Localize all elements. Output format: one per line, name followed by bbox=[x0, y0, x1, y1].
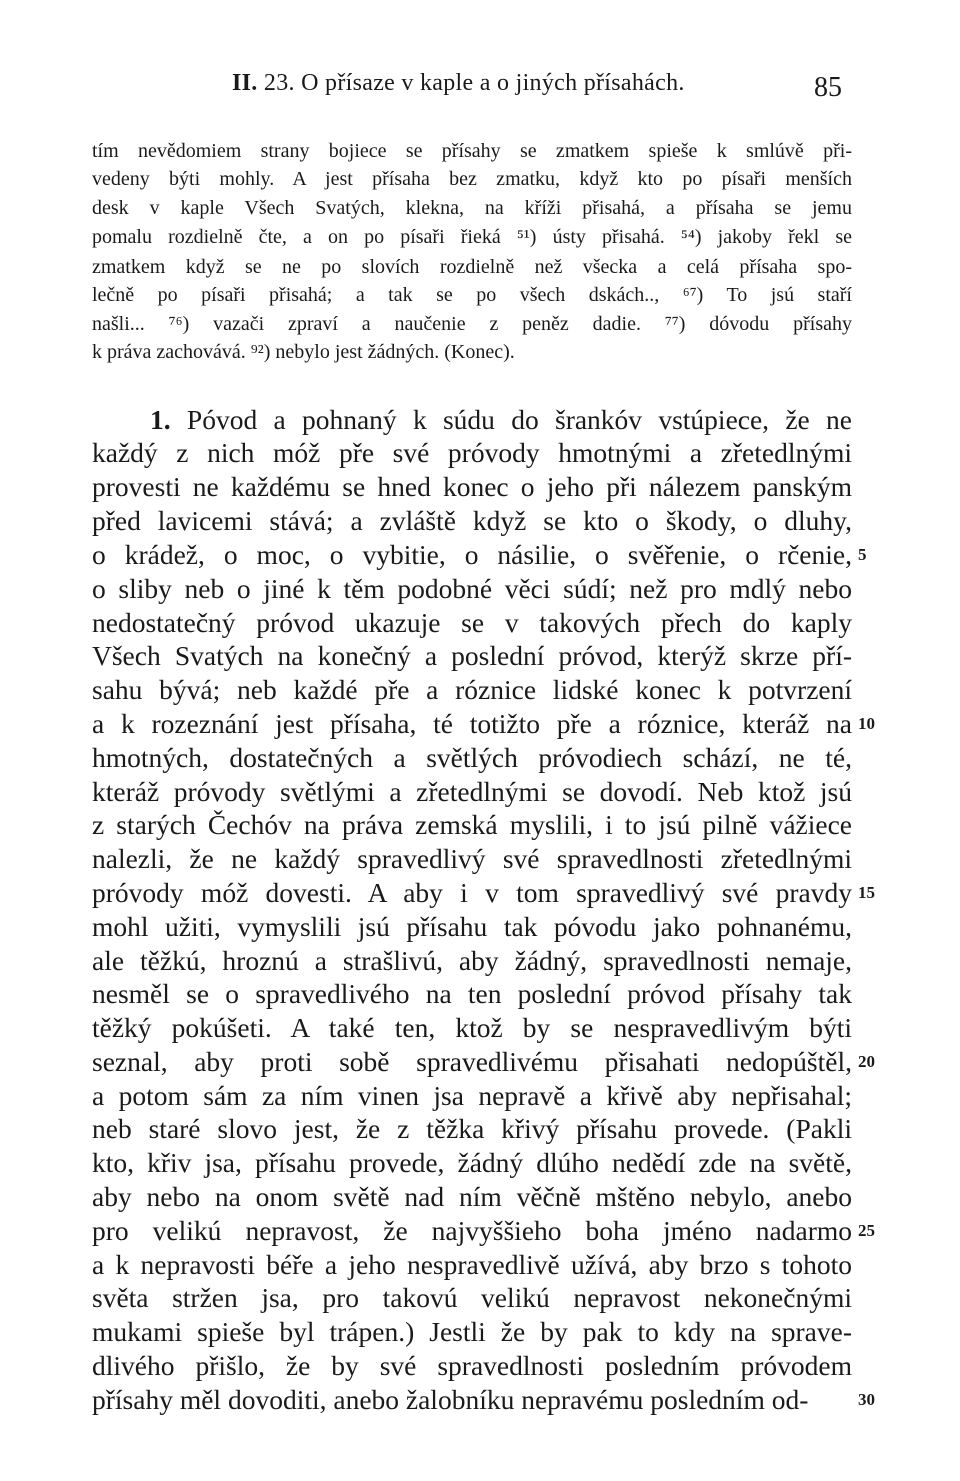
line-number: 15 bbox=[858, 883, 875, 902]
footnote-line: lečně po písaři přisahá; a tak se po všech dskách.., ⁶⁷) To jsú staří bbox=[92, 284, 852, 306]
footnote-line: vedeny býti mohly. A jest přísaha bez zmatku, když kto po písaři menších bbox=[92, 168, 852, 190]
paragraph-line: o sliby neb o jiné k těm podobné věci súdí; než pro mdlý nebo bbox=[92, 573, 852, 604]
paragraph-line: hmotných, dostatečných a světlých próvodiech schází, ne té, bbox=[92, 742, 852, 773]
footnote-line: zmatkem když se ne po slovích rozdielně než všecka a celá přísaha spo- bbox=[92, 256, 852, 278]
paragraph-line: před lavicemi stává; a zvláště když se kto o škody, o dluhy, bbox=[92, 505, 852, 536]
line-number: 25 bbox=[858, 1221, 875, 1240]
paragraph-line: 1. Póvod a pohnaný k súdu do šrankóv vstúpiece, že ne bbox=[150, 404, 852, 435]
paragraph-line: kteráž próvody světlými a zřetedlnými se dovodí. Neb ktož jsú bbox=[92, 776, 852, 807]
paragraph-line: aby nebo na onom světě nad ním věčně mštěno nebylo, anebo bbox=[92, 1181, 852, 1212]
paragraph-line: a k nepravosti béře a jeho nespravedlivě užívá, aby brzo s tohoto bbox=[92, 1249, 852, 1280]
paragraph-line: dlivého přišlo, že by své spravedlnosti posledním próvodem bbox=[92, 1350, 852, 1381]
paragraph-line: mukami spieše byl trápen.) Jestli že by pak to kdy na sprave- bbox=[92, 1316, 852, 1347]
line-number: 20 bbox=[858, 1052, 875, 1071]
paragraph-line: těžký pokúšeti. A také ten, ktož by se nespravedlivým býti bbox=[92, 1012, 852, 1043]
paragraph-line: ale těžkú, hroznú a strašlivú, aby žádný, spravedlnosti nemaje, bbox=[92, 945, 852, 976]
paragraph-line: mohl užiti, vymyslili jsú přísahu tak póvodu jako pohnanému, bbox=[92, 911, 852, 942]
paragraph-line: nedostatečný próvod ukazuje se v takových přech do kaply bbox=[92, 607, 852, 638]
paragraph-line: provesti ne každému se hned konec o jeho při nálezem panským bbox=[92, 471, 852, 502]
paragraph-line: světa stržen jsa, pro takovú velikú nepravost nekonečnými bbox=[92, 1282, 852, 1313]
paragraph-number: 1. bbox=[150, 404, 171, 435]
running-header bbox=[232, 70, 685, 97]
paragraph-line: a k rozeznání jest přísaha, té totižto pře a róznice, kteráž na bbox=[92, 708, 852, 739]
line-number: 10 bbox=[858, 714, 875, 733]
paragraph-line: sahu bývá; neb každé pře a róznice lidské konec k potvrzení bbox=[92, 674, 852, 705]
paragraph-line: neb staré slovo jest, že z těžka křivý přísahu provede. (Pakli bbox=[92, 1113, 852, 1144]
paragraph-line: seznal, aby proti sobě spravedlivému přisahati nedopúštěl, bbox=[92, 1046, 852, 1077]
section-title: 23. O přísaze v kaple a o jiných přísahách. bbox=[263, 70, 685, 96]
paragraph-line: přísahy měl dovoditi, anebo žalobníku nepravému posledním od- bbox=[92, 1384, 809, 1415]
footnote-line: k práva zachovává. ⁹²) nebylo jest žádných. (Konec). bbox=[92, 341, 515, 363]
footnote-line: pomalu rozdielně čte, a on po písaři řieká ⁵¹) ústy přisahá. ⁵⁴) jakoby řekl se bbox=[92, 226, 852, 248]
paragraph-line: z starých Čechóv na práva zemská myslili, i to jsú pilně vážiece bbox=[92, 809, 852, 840]
chapter-number: II. bbox=[232, 70, 258, 96]
footnote-line: našli... ⁷⁶) vazači zpraví a naučenie z peněz dadie. ⁷⁷) dóvodu přísahy bbox=[92, 313, 852, 335]
line-number: 5 bbox=[858, 545, 867, 564]
paragraph-line: nalezli, že ne každý spravedlivý své spravedlnosti zřetedlnými bbox=[92, 843, 852, 874]
paragraph-line: próvody móž dovesti. A aby i v tom spravedlivý své pravdy bbox=[92, 877, 852, 908]
paragraph-line: kto, křiv jsa, přísahu provede, žádný dlúho nedědí zde na světě, bbox=[92, 1147, 852, 1178]
paragraph-line: a potom sám za ním vinen jsa nepravě a křivě aby nepřisahal; bbox=[92, 1080, 852, 1111]
line-number: 30 bbox=[858, 1390, 875, 1409]
paragraph-line: Všech Svatých na konečný a poslední próvod, kterýž skrze pří- bbox=[92, 640, 852, 671]
paragraph-line: každý z nich móž pře své próvody hmotnými a zřetedlnými bbox=[92, 437, 852, 468]
footnote-line: desk v kaple Všech Svatých, klekna, na kříži přisahá, a přísaha se jemu bbox=[92, 197, 852, 219]
paragraph-line: o krádež, o moc, o vybitie, o násilie, o svěřenie, o rčenie, bbox=[92, 539, 852, 570]
paragraph-line: nesměl se o spravedlivého na ten poslední próvod přísahy tak bbox=[92, 978, 852, 1009]
paragraph-line: pro velikú nepravost, že najvyššieho boha jméno nadarmo bbox=[92, 1215, 852, 1246]
footnote-line: tím nevědomiem strany bojiece se přísahy se zmatkem spieše k smlúvě při- bbox=[92, 140, 852, 162]
page-number: 85 bbox=[814, 72, 842, 103]
